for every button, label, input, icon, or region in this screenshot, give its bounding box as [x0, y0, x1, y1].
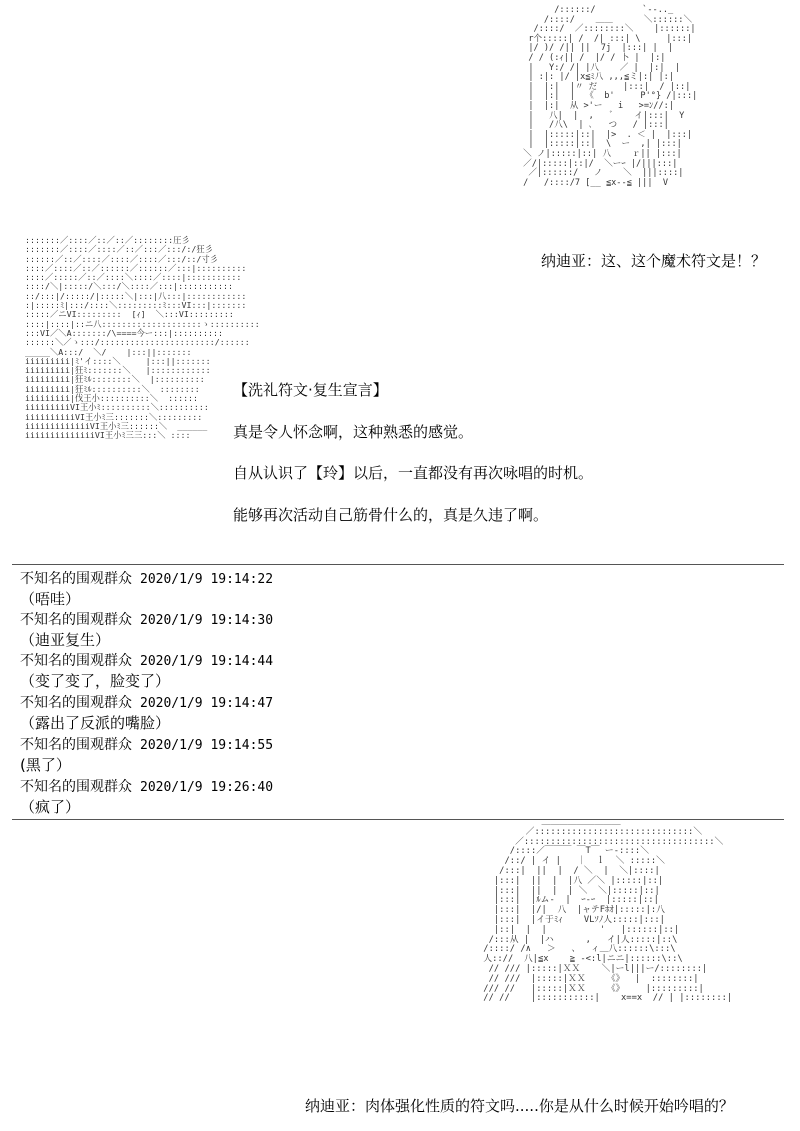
comment-timestamp: 2020/1/9 19:14:22 [140, 572, 274, 587]
comment-header [20, 736, 273, 755]
comments-divider-top [12, 564, 784, 565]
incantation-line: 自从认识了【玲】以后，一直都没有再次咏唱的时机。 [233, 464, 594, 482]
comment-text: （唔哇） [20, 590, 81, 608]
ascii-art-rune-figure: :::::::／::::／::／::／::::::::圧彡 :::::::／::::／::::／::／:::／:::/:/狂彡 ::::::／::／::::／::::／::::／:::/::/寸彡 ::::／::::／::／::::::／::::::／:::|:::::::::: ::::／:::::／::／::::＼::::／::::|::::::::::: ::::/＼|:::::/＼:::/＼::::／:::|::::::::::: ::/:::|/:::::/|:::::＼|:::|八:::|:::::::::::: :|:::::ﾐ|:::/::::＼:::::::::ﾐ:::VI:::|::::::: :::::／ニVI::::::::: [ｨ] ＼:::VI::::::::: ::::|::::|::ニ八::::::::::::::::::::ゝ:::::::::: :::VI／＼A:::::::/\====今ー:::|:::::::::: ::::::＼／ゝ:::/:::::::::::::::::::::::/:::::: _____＼A:::/ ＼/ |:::||::::::: iiiiiiiii|ﾐ'イ::::＼ |:::||::::::: iiiiiiiii|狂ﾐ:::::::＼ |:::::::::::: iiiiiiiii|狂ﾐﾙ::::::::＼ |:::::::::: iiiiiiiii|狂ﾐﾙ::::::::::＼ :::::::: iiiiiiiii|伐王小::::::::::＼ :::::: iiiiiiiiiVI王小ﾐ::::::::::＼:::::::::: iiiiiiiiiiVI王小ﾐ三:::::::＼::::::::: iiiiiiiiiiiiiVI王小ﾐ三::::::＼ ______ iiiiiiiiiiiiiiVI王小ﾐ三三:::＼ :::: [25, 235, 260, 441]
comment-text: (黑了） [20, 756, 71, 774]
comment-text: （变了变了，脸变了） [20, 672, 171, 690]
comment-timestamp: 2020/1/9 19:14:44 [140, 654, 274, 669]
incantation-line: 真是令人怀念啊，这种熟悉的感觉。 [233, 423, 474, 441]
comment-author: 不知名的围观群众 [20, 571, 132, 587]
comment-header [20, 611, 273, 630]
speech-top: 纳迪亚：这、这个魔术符文是！？ [541, 252, 767, 270]
comment-timestamp: 2020/1/9 19:26:40 [140, 780, 274, 795]
comment-timestamp: 2020/1/9 19:14:30 [140, 613, 274, 628]
comment-author: 不知名的围观群众 [20, 737, 132, 753]
comment-timestamp: 2020/1/9 19:14:47 [140, 696, 274, 711]
comment-author: 不知名的围观群众 [20, 653, 132, 669]
incantation-title: 【洗礼符文·复生宣言】 [233, 381, 388, 399]
comment-author: 不知名的围观群众 [20, 695, 132, 711]
incantation-line: 能够再次活动自己筋骨什么的，真是久违了啊。 [233, 506, 549, 524]
comment-timestamp: 2020/1/9 19:14:55 [140, 738, 274, 753]
ascii-art-nadia-shocked: /::::::/ `‐-.._ /::::/ ＿＿ ＼::::::＼ /::::/ ／::::::::＼ |::::::| r个:::::| / /| :::| \ |:::| |/ )/ /|| || 7j |:::| | | / / (:ｨ|| / |/ / 卜 | |:| | Y:/ /| |八 ／ | |:| | | :|: |/ |x≦ﾐ八 ,,,≦ミ|:| |:| | |:| |〃 だ |:::| / |::| | |:| | 《 b' P'°} /|:::| | |:| 从 >'ー i >=ﾝ//:| | 八| | , ﾞ イ|:::| Y | /八\ | ､ つ / |:::| | |:::::|::| |> . ＜ | |:::| | |:::::|::| \ ー ,| |:::| ＼ ノ|:::::|::| 八 ｒ|| |:::| ／/|:::::|::|/ ＼ーｰ |/|||:::| ／|::::::/ ノ ＼ |||::::| / /::::/7 [__ ≦x--≦ ||| V [523, 5, 698, 188]
comment-header [20, 570, 273, 589]
comment-author: 不知名的围观群众 [20, 779, 132, 795]
comment-header [20, 694, 273, 713]
comment-text: （露出了反派的嘴脸） [20, 714, 171, 732]
comment-author: 不知名的围观群众 [20, 612, 132, 628]
ascii-art-nadia-suspicious: ＿＿＿＿＿＿＿＿＿ ／::::::::::::::::::::::::::::::＼ ／::::::::::::::::::::::::::::::::::::＼ /::::／￣￣￣ ￣T￣ ー-::::＼ /::/ | イ | ｜ ｌ ＼ :::::＼ /:::| || | / ＼ | ＼|::::| |:::| || | |八 ／＼ |:::::|::| |:::| || | | ＼ ＼|:::::|::| |:::| |ﾙム- | ｰ-ｰ |:::::|::| |:::| |/| 八 |ャテFﾎｵ|:::::|:八 |:::| |イ于ﾐｨ VLｿﾉ人:::::|:::| |::| | | ' |::::::|::| /:::从 | |ハ , イ|人:::::|::\ /::::/ /∧ ＞ 、 ィ＿八::::::\:::\ 人::// 八|≦x ≧ -<:l|ニニ|::::::\::\ // /// |:::::|ＸＸ ＼|ーl|||ー/::::::::| // /// |:::::|ＸＸ 《》 | ::::::::| /// // |:::::|ＸＸ 《》 |:::::::::| // // |:::::::::::| x==x // | |::::::::| [483, 817, 733, 1004]
comment-text: （疯了） [20, 798, 81, 816]
comment-header [20, 778, 273, 797]
comment-text: （迪亚复生） [20, 631, 111, 649]
speech-bottom: 纳迪亚：肉体强化性质的符文吗.....你是从什么时候开始吟唱的？ [305, 1097, 734, 1115]
comment-header [20, 652, 273, 671]
